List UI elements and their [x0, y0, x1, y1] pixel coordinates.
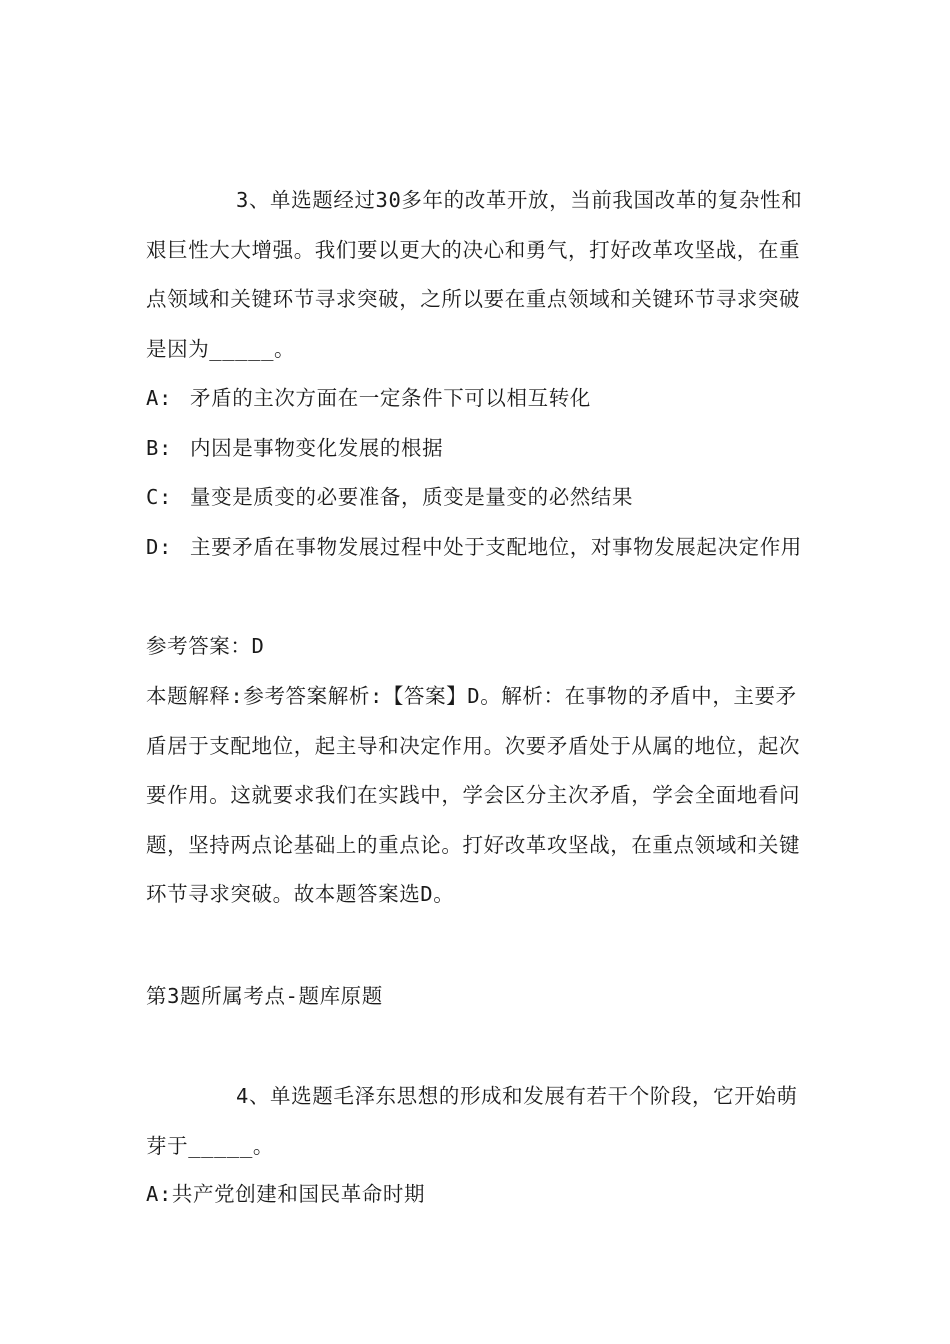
option-text: 主要矛盾在事物发展过程中处于支配地位，对事物发展起决定作用 — [190, 534, 802, 559]
option-a — [146, 1170, 806, 1220]
question-4-stem: 4、单选题毛泽东思想的形成和发展有若干个阶段，它开始萌芽于_____。 — [146, 1084, 798, 1158]
option-text: 内因是事物变化发展的根据 — [190, 435, 444, 460]
option-text: 共产党创建和国民革命时期 — [171, 1182, 426, 1206]
question-3-explanation: 本题解释:参考答案解析:【答案】D。解析：在事物的矛盾中，主要矛盾居于支配地位，起主导和决定作用。次要矛盾处于从属的地位，起次要作用。这就要求我们在实践中，学会区分主次矛盾，学会全面地看问题，坚持两点论基础上的重点论。打好改革攻坚战，在重点领域和关键环节寻求突破。故本题答案选D。 — [146, 684, 801, 906]
option-letter: C: — [146, 485, 172, 509]
option-text: 量变是质变的必要准备，质变是量变的必然结果 — [190, 485, 634, 509]
option-letter: D: — [146, 534, 172, 559]
question-3-options — [146, 374, 806, 572]
question-3-stem: 3、单选题经过30多年的改革开放，当前我国改革的复杂性和艰巨性大大增强。我们要以更大的决心和勇气，打好改革攻坚战，在重点领域和关键环节寻求突破，之所以要在重点领域和关键环节寻求突破是因为_____。 — [146, 188, 803, 361]
option-text: 矛盾的主次方面在一定条件下可以相互转化 — [190, 386, 591, 410]
option-letter: B: — [146, 435, 172, 460]
question-3-answer: 参考答案：D — [146, 634, 265, 658]
option-d — [146, 523, 806, 573]
option-c — [146, 473, 806, 523]
option-a — [146, 374, 806, 424]
option-letter: A: — [146, 1182, 172, 1206]
option-b — [146, 424, 806, 474]
question-4-options — [146, 1170, 806, 1220]
question-3-tag: 第3题所属考点-题库原题 — [146, 984, 383, 1008]
option-letter: A: — [146, 386, 172, 410]
